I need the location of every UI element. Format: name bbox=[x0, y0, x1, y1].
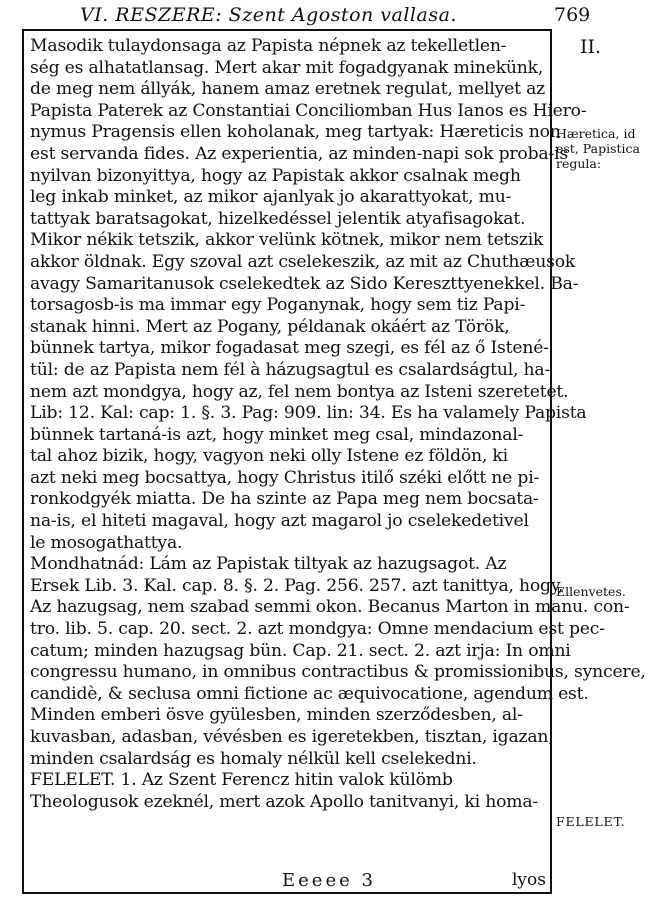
text-line: FELELET. 1. Az Szent Ferencz hitin valok külömb bbox=[30, 770, 453, 791]
text-line: congressu humano, in omnibus contractibus & promissionibus, syncere, bbox=[30, 662, 646, 683]
catchword: lyos bbox=[512, 870, 546, 890]
text-line: est servanda fides. Az experientia, az minden-napi sok proba-is bbox=[30, 143, 568, 164]
page-number: 769 bbox=[554, 4, 591, 26]
text-line: azt neki meg bocsattya, hogy Christus itilő széki előtt ne pi- bbox=[30, 467, 540, 488]
text-line: avagy Samaritanusok cselekedtek az Sido Kereszttyenekkel. Ba- bbox=[30, 273, 579, 294]
text-line: Lib: 12. Kal: cap: 1. §. 3. Pag: 909. lin: 34. Es ha valamely Papista bbox=[30, 403, 587, 424]
text-line: de meg nem állyák, hanem amaz eretnek regulat, mellyet az bbox=[30, 79, 545, 100]
page-header bbox=[38, 0, 598, 30]
margin-section-numeral: II. bbox=[580, 36, 602, 58]
text-line: Mikor nékik tetszik, akkor velünk kötnek, mikor nem tetszik bbox=[30, 230, 544, 251]
footer-rule bbox=[22, 892, 552, 894]
text-line: bünnek tartaná-is azt, hogy minket meg csal, mindazonal- bbox=[30, 424, 524, 445]
margin-note-felelet: FELELET. bbox=[556, 814, 626, 829]
text-line: nymus Pragensis ellen koholanak, meg tartyak: Hæreticis non bbox=[30, 122, 561, 143]
text-line: ronkodgyék miatta. De ha szinte az Papa meg nem bocsata- bbox=[30, 489, 539, 510]
text-line: bünnek tartya, mikor fogadasat meg szegi, es fél az ő Istené- bbox=[30, 338, 549, 359]
text-line: Masodik tulaydonsaga az Papista népnek az tekelletlen- bbox=[30, 36, 507, 56]
text-line: tattyak baratsagokat, hizelkedéssel jelentik atyafisagokat. bbox=[30, 208, 526, 229]
text-line: tro. lib. 5. cap. 20. sect. 2. azt mondgya: Omne mendacium est pec- bbox=[30, 619, 605, 640]
text-line: akkor öldnak. Egy szoval azt cselekeszik, az mit az Chuthæusok bbox=[30, 251, 576, 272]
margin-note-heretica: Hæretica, id est, Papistica regula: bbox=[556, 126, 640, 171]
text-line: stanak hinni. Mert az Pogany, példanak okáért az Török, bbox=[30, 316, 510, 337]
text-line: candidè, & seclusa omni fictione ac æquivocatione, agendum est. bbox=[30, 683, 589, 704]
text-line: tül: de az Papista nem fél à házugsagtul es csalardságtul, ha- bbox=[30, 359, 551, 380]
text-line: tal ahoz bizik, hogy, vagyon neki olly Istene ez földön, ki bbox=[30, 446, 508, 467]
margin-note-ellenvetes: Ellenvetes. bbox=[556, 584, 626, 599]
text-line: Az hazugsag, nem szabad semmi okon. Becanus Marton in manu. con- bbox=[30, 597, 630, 618]
text-line: leg inkab minket, az mikor ajanlyak jo akarattyokat, mu- bbox=[30, 187, 512, 208]
text-line: Papista Paterek az Constantiai Conciliomban Hus Ianos es Hiero- bbox=[30, 100, 587, 121]
text-line: Theologusok ezeknél, mert azok Apollo tanitvanyi, ki homa- bbox=[30, 791, 538, 812]
text-line: na-is, el hiteti magaval, hogy azt magarol jo cselekedetivel bbox=[30, 511, 529, 532]
running-title: VI. RESZERE: Szent Agoston vallasa. bbox=[80, 4, 457, 26]
text-line: minden csalardság es homaly nélkül kell cselekedni. bbox=[30, 748, 477, 769]
text-line: le mosogathattya. bbox=[30, 532, 183, 553]
text-line: kuvasban, adasban, vévésben es igeretekben, tisztan, igazan, bbox=[30, 727, 554, 747]
text-line: catum; minden hazugsag bün. Cap. 21. sect. 2. azt irja: In omni bbox=[30, 640, 571, 661]
text-line: nem azt mondgya, hogy az, fel nem bontya az Isteni szeretetet. bbox=[30, 381, 569, 402]
text-line: Minden emberi ösve gyülesben, minden szerződesben, al- bbox=[30, 705, 523, 726]
text-line: Mondhatnád: Lám az Papistak tiltyak az hazugsagot. Az bbox=[30, 554, 507, 575]
text-line: Ersek Lib. 3. Kal. cap. 8. §. 2. Pag. 256. 257. azt tanittya, hogy, bbox=[30, 575, 564, 596]
text-line: nyilvan bizonyittya, hogy az Papistak akkor csalnak megh bbox=[30, 165, 521, 186]
text-line: torsagosb-is ma immar egy Poganynak, hogy sem tiz Papi- bbox=[30, 295, 526, 316]
text-line: ség es alhatatlansag. Mert akar mit fogadgyanak minekünk, bbox=[30, 57, 544, 78]
signature-mark: Eeeee 3 bbox=[282, 870, 376, 891]
